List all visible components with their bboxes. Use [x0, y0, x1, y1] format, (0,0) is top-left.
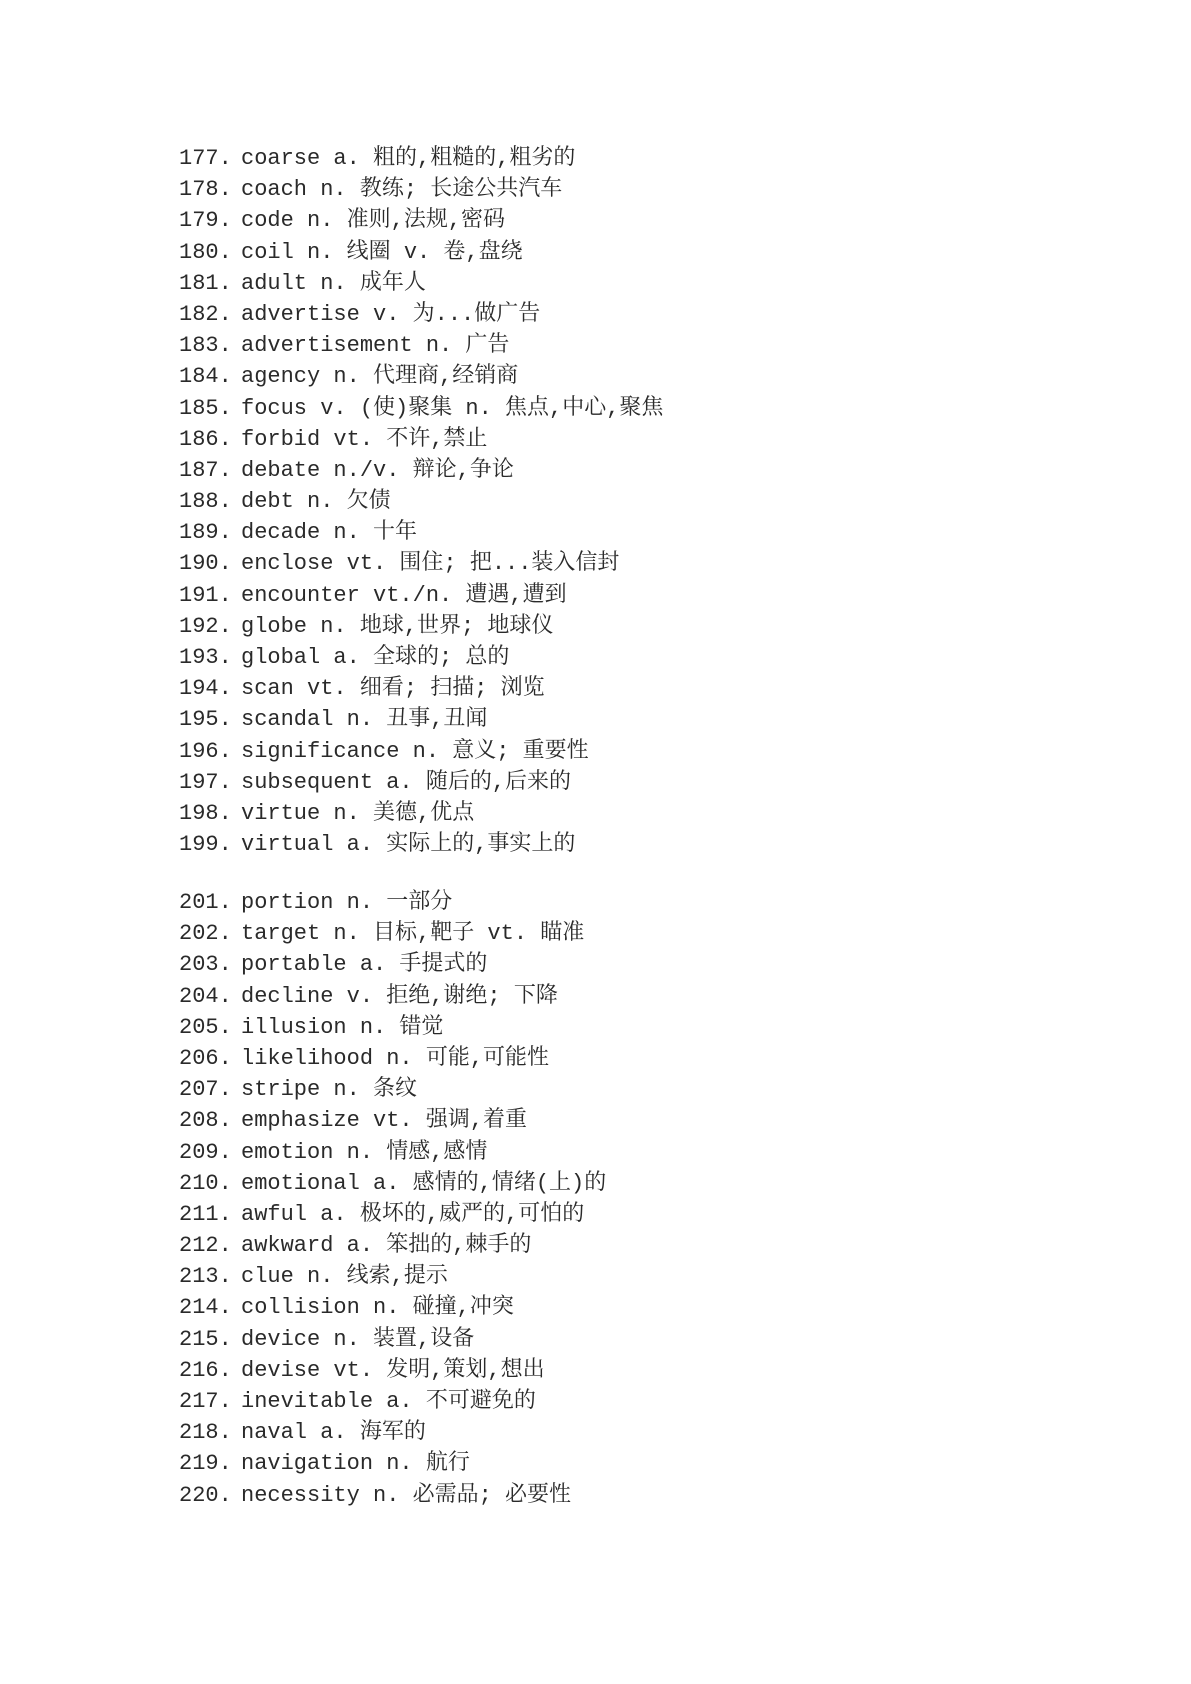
- vocab-entry: [179, 704, 663, 735]
- entry-definition: scandal n. 丑事,丑闻: [241, 707, 488, 733]
- vocab-entry: [179, 1137, 606, 1168]
- vocab-entry: [179, 455, 663, 486]
- entry-number: 196.: [179, 738, 232, 764]
- entry-definition: inevitable a. 不可避免的: [241, 1389, 536, 1414]
- entry-number: 194.: [179, 676, 232, 702]
- vocab-entry: [179, 1043, 606, 1074]
- entry-number: 216.: [179, 1357, 232, 1383]
- entry-definition: collision n. 碰撞,冲突: [241, 1295, 514, 1321]
- vocab-entry: [179, 1355, 606, 1386]
- vocab-entry: [179, 517, 663, 548]
- entry-number: 186.: [179, 426, 232, 452]
- vocab-entry: [179, 1480, 606, 1511]
- entry-definition: code n. 准则,法规,密码: [241, 208, 506, 234]
- entry-definition: scan vt. 细看; 扫描; 浏览: [241, 676, 545, 702]
- vocab-entry: [179, 981, 606, 1012]
- entry-definition: debt n. 欠债: [241, 489, 391, 515]
- vocabulary-list-1: [179, 143, 663, 860]
- vocab-entry: [179, 829, 663, 860]
- vocab-entry: [179, 580, 663, 611]
- entry-definition: naval a. 海军的: [241, 1420, 426, 1446]
- entry-definition: forbid vt. 不许,禁止: [241, 426, 488, 452]
- entry-number: 203.: [179, 952, 232, 978]
- vocab-entry: [179, 736, 663, 767]
- vocab-entry: [179, 1292, 606, 1323]
- entry-number: 220.: [179, 1482, 232, 1508]
- entry-number: 218.: [179, 1420, 232, 1446]
- entry-definition: awful a. 极坏的,威严的,可怕的: [241, 1201, 585, 1227]
- vocab-entry: [179, 949, 606, 980]
- entry-definition: emphasize vt. 强调,着重: [241, 1108, 528, 1134]
- entry-definition: adult n. 成年人: [241, 270, 426, 296]
- vocab-entry: [179, 361, 663, 392]
- vocab-entry: [179, 1324, 606, 1355]
- entry-number: 199.: [179, 832, 232, 858]
- vocab-entry: [179, 424, 663, 455]
- entry-definition: subsequent a. 随后的,后来的: [241, 769, 572, 795]
- entry-number: 193.: [179, 645, 232, 670]
- entry-number: 182.: [179, 301, 232, 327]
- entry-definition: advertise v. 为...做广告: [241, 301, 541, 327]
- vocab-entry: [179, 1168, 606, 1199]
- vocab-entry: [179, 642, 663, 673]
- entry-definition: target n. 目标,靶子 vt. 瞄准: [241, 921, 585, 947]
- vocab-entry: [179, 393, 663, 424]
- entry-number: 180.: [179, 239, 232, 265]
- entry-number: 183.: [179, 333, 232, 359]
- entry-number: 217.: [179, 1389, 232, 1414]
- vocab-entry: [179, 1105, 606, 1136]
- entry-definition: encounter vt./n. 遭遇,遭到: [241, 582, 567, 608]
- entry-definition: significance n. 意义; 重要性: [241, 738, 589, 764]
- vocab-entry: [179, 548, 663, 579]
- entry-number: 213.: [179, 1264, 232, 1290]
- entry-definition: devise vt. 发明,策划,想出: [241, 1357, 545, 1383]
- entry-number: 181.: [179, 270, 232, 296]
- entry-definition: device n. 装置,设备: [241, 1326, 475, 1352]
- vocab-entry: [179, 918, 606, 949]
- entry-definition: enclose vt. 围住; 把...装入信封: [241, 551, 620, 577]
- entry-definition: likelihood n. 可能,可能性: [241, 1045, 550, 1071]
- vocab-entry: [179, 205, 663, 236]
- vocabulary-list-2: [179, 887, 606, 1511]
- entry-definition: debate n./v. 辩论,争论: [241, 457, 514, 483]
- entry-number: 179.: [179, 208, 232, 234]
- vocab-entry: [179, 1417, 606, 1448]
- entry-definition: virtual a. 实际上的,事实上的: [241, 832, 576, 858]
- entry-number: 198.: [179, 800, 232, 826]
- entry-number: 189.: [179, 520, 232, 546]
- vocab-entry: [179, 1386, 606, 1417]
- entry-definition: navigation n. 航行: [241, 1451, 470, 1477]
- vocab-entry: [179, 299, 663, 330]
- entry-definition: global a. 全球的; 总的: [241, 645, 510, 670]
- entry-definition: illusion n. 错觉: [241, 1014, 444, 1040]
- entry-number: 211.: [179, 1201, 232, 1227]
- entry-number: 210.: [179, 1170, 232, 1196]
- entry-number: 212.: [179, 1233, 232, 1259]
- entry-definition: focus v. (使)聚集 n. 焦点,中心,聚焦: [241, 395, 664, 421]
- entry-number: 187.: [179, 457, 232, 483]
- entry-definition: globe n. 地球,世界; 地球仪: [241, 613, 554, 639]
- entry-number: 206.: [179, 1045, 232, 1071]
- vocab-entry: [179, 1199, 606, 1230]
- entry-definition: emotion n. 情感,感情: [241, 1139, 488, 1165]
- entry-number: 195.: [179, 707, 232, 733]
- entry-definition: decade n. 十年: [241, 520, 418, 546]
- entry-number: 177.: [179, 146, 232, 171]
- vocab-entry: [179, 486, 663, 517]
- entry-definition: portable a. 手提式的: [241, 952, 488, 978]
- entry-definition: virtue n. 美德,优点: [241, 800, 475, 826]
- entry-number: 188.: [179, 489, 232, 515]
- vocab-entry: [179, 767, 663, 798]
- entry-number: 204.: [179, 983, 232, 1009]
- entry-number: 192.: [179, 613, 232, 639]
- entry-definition: coach n. 教练; 长途公共汽车: [241, 177, 563, 203]
- vocab-entry: [179, 1230, 606, 1261]
- vocab-entry: [179, 143, 663, 174]
- entry-definition: clue n. 线索,提示: [241, 1264, 448, 1290]
- vocab-entry: [179, 611, 663, 642]
- entry-number: 208.: [179, 1108, 232, 1134]
- entry-number: 178.: [179, 177, 232, 203]
- entry-definition: advertisement n. 广告: [241, 333, 510, 359]
- vocab-entry: [179, 887, 606, 918]
- entry-definition: awkward a. 笨拙的,棘手的: [241, 1233, 532, 1259]
- entry-number: 214.: [179, 1295, 232, 1321]
- entry-definition: portion n. 一部分: [241, 890, 453, 915]
- vocab-entry: [179, 1448, 606, 1479]
- vocab-entry: [179, 1074, 606, 1105]
- entry-number: 201.: [179, 890, 232, 915]
- vocab-entry: [179, 268, 663, 299]
- entry-number: 191.: [179, 582, 232, 608]
- vocab-entry: [179, 1261, 606, 1292]
- vocab-entry: [179, 673, 663, 704]
- entry-number: 190.: [179, 551, 232, 577]
- vocab-entry: [179, 174, 663, 205]
- entry-definition: coarse a. 粗的,粗糙的,粗劣的: [241, 146, 576, 171]
- entry-definition: emotional a. 感情的,情绪(上)的: [241, 1170, 607, 1196]
- entry-number: 209.: [179, 1139, 232, 1165]
- vocab-entry: [179, 798, 663, 829]
- vocab-entry: [179, 330, 663, 361]
- vocab-entry: [179, 1012, 606, 1043]
- entry-number: 219.: [179, 1451, 232, 1477]
- entry-number: 202.: [179, 921, 232, 947]
- entry-number: 205.: [179, 1014, 232, 1040]
- entry-number: 185.: [179, 395, 232, 421]
- entry-definition: stripe n. 条纹: [241, 1077, 418, 1103]
- entry-number: 184.: [179, 364, 232, 390]
- entry-definition: necessity n. 必需品; 必要性: [241, 1482, 572, 1508]
- entry-number: 207.: [179, 1077, 232, 1103]
- entry-number: 197.: [179, 769, 232, 795]
- entry-definition: decline v. 拒绝,谢绝; 下降: [241, 983, 558, 1009]
- entry-definition: agency n. 代理商,经销商: [241, 364, 519, 390]
- vocab-entry: [179, 237, 663, 268]
- entry-definition: coil n. 线圈 v. 卷,盘绕: [241, 239, 523, 265]
- entry-number: 215.: [179, 1326, 232, 1352]
